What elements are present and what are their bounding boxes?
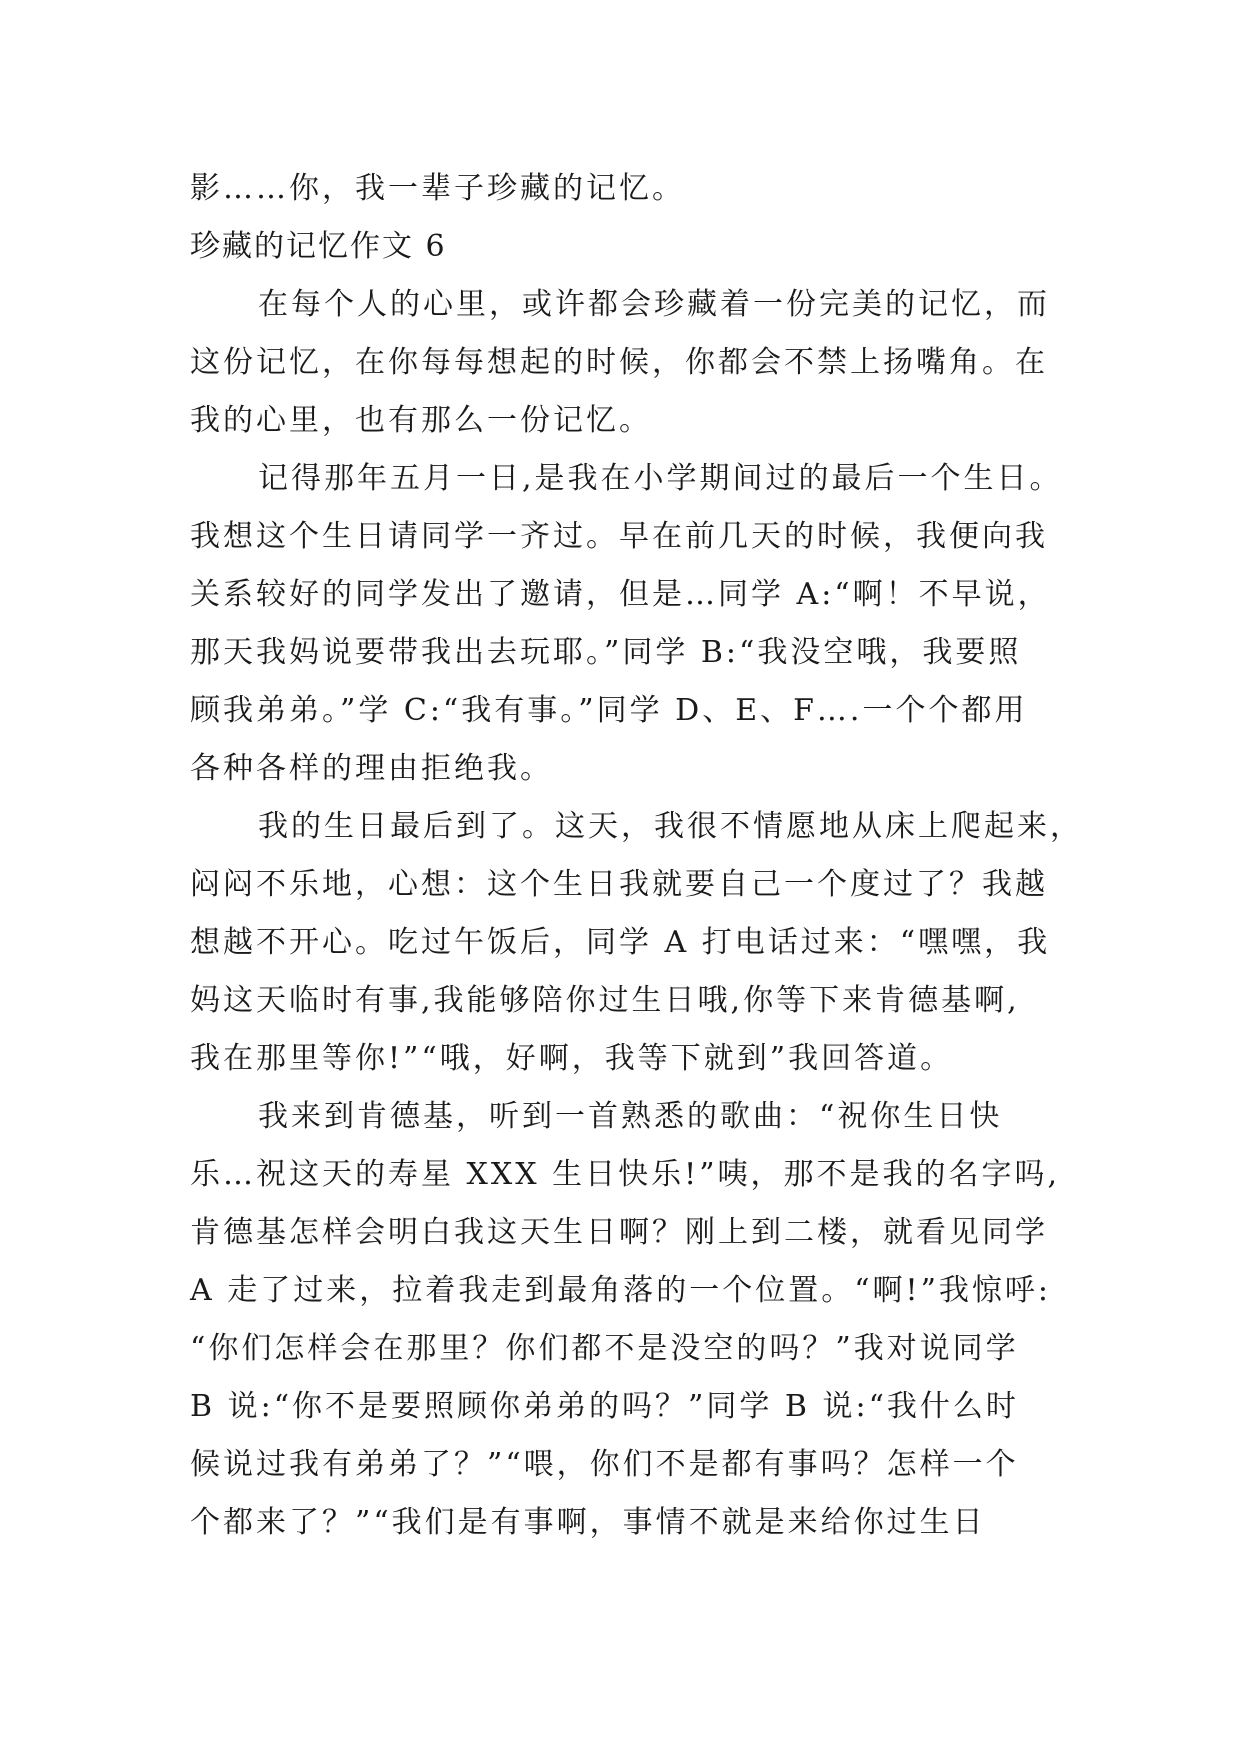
paragraph-first-line: 在每个人的心里，或许都会珍藏着一份完美的记忆，而: [258, 287, 1050, 322]
text-line: 我在那里等你!”“哦，好啊，我等下就到”我回答道。: [190, 1041, 954, 1076]
paragraph-first-line: 我的生日最后到了。这天，我很不情愿地从床上爬起来，: [258, 809, 1083, 844]
text-line: 个都来了？”“我们是有事啊，事情不就是来给你过生日: [190, 1505, 986, 1540]
text-line: 我的心里，也有那么一份记忆。: [190, 403, 652, 438]
text-line: 候说过我有弟弟了？”“喂，你们不是都有事吗？怎样一个: [190, 1447, 1019, 1482]
text-line: 顾我弟弟。”学 C:“我有事。”同学 D、E、F….一个个都用: [190, 693, 1028, 728]
text-line: 影……你，我一辈子珍藏的记忆。: [190, 171, 685, 206]
text-line: 妈这天临时有事,我能够陪你过生日哦,你等下来肯德基啊,: [190, 983, 1020, 1018]
text-line: 这份记忆，在你每每想起的时候，你都会不禁上扬嘴角。在: [190, 345, 1048, 380]
text-line: A 走了过来，拉着我走到最角落的一个位置。“啊!”我惊呼:: [190, 1273, 1052, 1308]
text-line: 关系较好的同学发出了邀请，但是…同学 A:“啊！不早说，: [190, 577, 1051, 612]
text-line: 闷闷不乐地，心想：这个生日我就要自己一个度过了？我越: [190, 867, 1048, 902]
text-line: “你们怎样会在那里？你们都不是没空的吗？”我对说同学: [190, 1331, 1019, 1366]
text-line: B 说:“你不是要照顾你弟弟的吗？”同学 B 说:“我什么时: [190, 1389, 1019, 1424]
text-line: 各种各样的理由拒绝我。: [190, 751, 553, 786]
text-line: 肯德基怎样会明白我这天生日啊？刚上到二楼，就看见同学: [190, 1215, 1048, 1250]
text-line: 乐…祝这天的寿星 XXX 生日快乐!”咦，那不是我的名字吗,: [190, 1157, 1061, 1192]
text-line: 我想这个生日请同学一齐过。早在前几天的时候，我便向我: [190, 519, 1048, 554]
section-heading: 珍藏的记忆作文 6: [190, 229, 447, 264]
document-body: [190, 160, 1083, 1552]
text-line: 那天我妈说要带我出去玩耶。”同学 B:“我没空哦，我要照: [190, 635, 1022, 670]
paragraph-first-line: 我来到肯德基，听到一首熟悉的歌曲：“祝你生日快: [258, 1099, 1003, 1134]
text-line: 想越不开心。吃过午饭后，同学 A 打电话过来：“嘿嘿，我: [190, 925, 1051, 960]
paragraph-first-line: 记得那年五月一日,是我在小学期间过的最后一个生日。: [258, 461, 1063, 496]
